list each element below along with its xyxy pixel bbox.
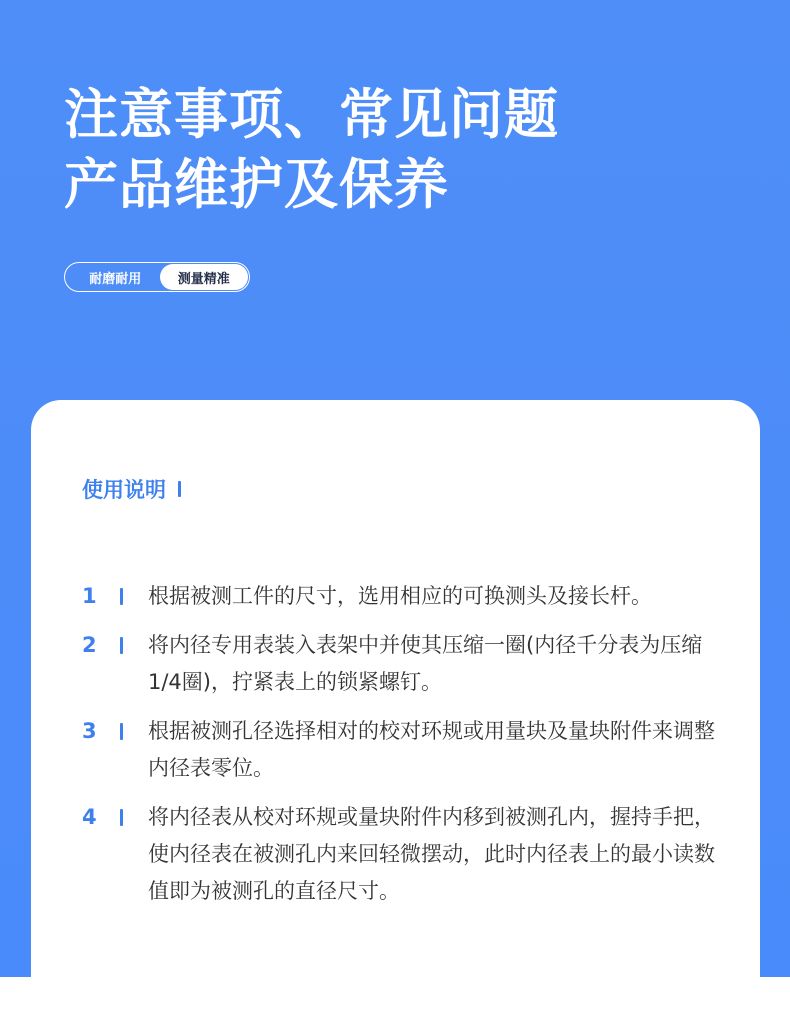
step-item-2	[82, 627, 722, 701]
step-text: 将内径专用表装入表架中并使其压缩一圈(内径千分表为压缩1/4圈)，拧紧表上的锁紧螺钉。	[148, 633, 703, 694]
step-item-3	[82, 713, 722, 787]
step-item-4	[82, 799, 722, 910]
step-number: 1	[82, 584, 97, 608]
instructions-card	[31, 400, 760, 1020]
instruction-steps	[82, 578, 722, 910]
section-title: 使用说明	[82, 478, 166, 502]
step-number: 2	[82, 633, 97, 657]
step-item-1	[82, 578, 722, 615]
step-number: 3	[82, 719, 97, 743]
page-title-line-2: 产品维护及保养	[64, 153, 449, 216]
feature-tags	[64, 262, 250, 292]
tag-accurate: 测量精准	[160, 264, 249, 290]
tag-durable: 耐磨耐用	[89, 271, 142, 287]
section-header	[82, 474, 181, 504]
step-divider-bar	[120, 723, 123, 740]
step-text: 将内径表从校对环规或量块附件内移到被测孔内，握持手把，使内径表在被测孔内来回轻微摆动，此时内径表上的最小读数值即为被测孔的直径尺寸。	[148, 805, 715, 903]
page-title	[64, 80, 559, 220]
step-number: 4	[82, 805, 97, 829]
step-divider-bar	[120, 588, 123, 605]
step-divider-bar	[120, 637, 123, 654]
page-title-line-1: 注意事项、常见问题	[64, 83, 559, 146]
step-text: 根据被测工件的尺寸，选用相应的可换测头及接长杆。	[148, 584, 652, 608]
section-divider-bar	[178, 481, 181, 497]
step-text: 根据被测孔径选择相对的校对环规或用量块及量块附件来调整内径表零位。	[148, 719, 715, 780]
step-divider-bar	[120, 809, 123, 826]
